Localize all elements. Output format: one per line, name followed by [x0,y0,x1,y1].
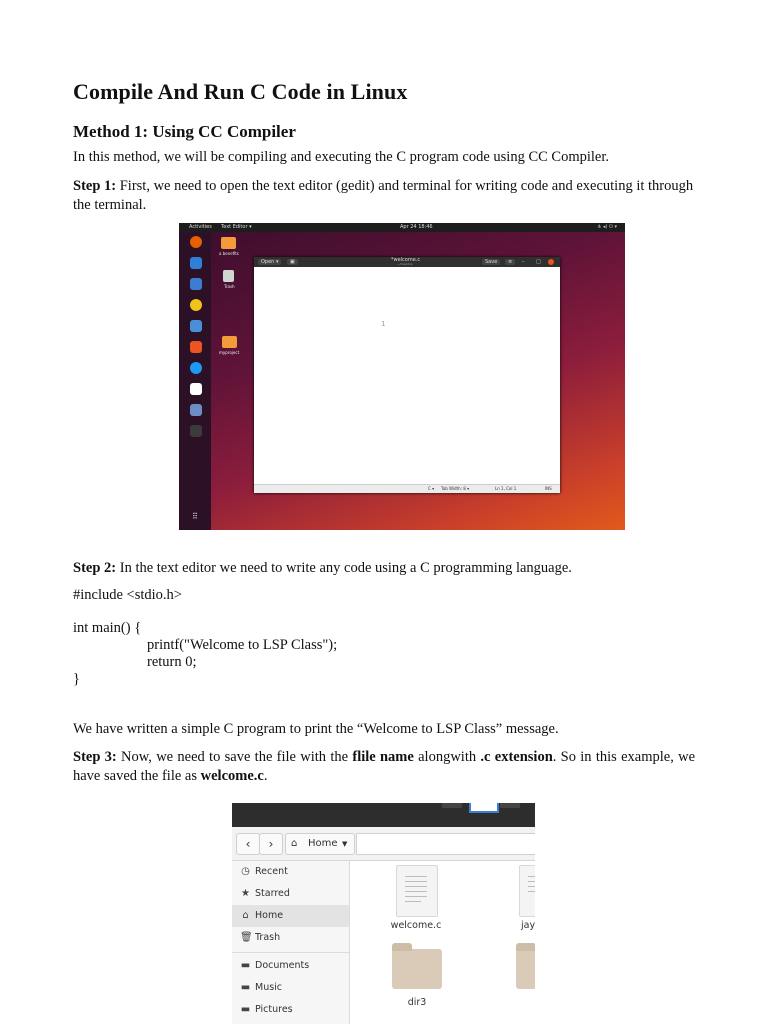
activities-label: Activities [189,224,212,230]
file-name-jay[interactable]: jay [521,920,535,931]
gedit-window [254,257,560,493]
minimize-icon[interactable]: – [522,259,525,265]
sidebar-item-starred[interactable] [232,883,349,905]
sidebar-item-label: Home [255,910,284,921]
tab-width-selector[interactable]: Tab Width: 8 ▾ [441,486,470,491]
sidebar-item-pictures[interactable] [232,999,349,1021]
launcher-dock [179,232,211,530]
sidebar-item-home[interactable] [232,905,349,927]
files-icon [190,278,202,290]
sidebar-item-documents[interactable] [232,955,349,977]
editor-title: *welcome.c [391,257,421,263]
step3-text: alongwith [413,749,481,765]
maximize-icon[interactable]: □ [536,259,541,265]
window-button[interactable] [442,803,462,808]
sidebar-item-label: Documents [255,960,310,971]
method-heading: Method 1: Using CC Compiler [73,122,296,141]
step3-label: Step 3: [73,749,117,765]
file-manager-titlebar [232,803,535,827]
desktop-folder-icon [222,336,237,348]
step1-label: Step 1: [73,178,117,194]
sidebar [232,861,350,1024]
file-name-term: flile name [352,749,414,765]
step1-paragraph [73,177,695,215]
window-button[interactable] [500,803,520,808]
folder-icon: ▬ [240,1004,251,1015]
sidebar-item-music[interactable] [232,977,349,999]
trash-icon: 🗑 [240,932,253,943]
sidebar-item-label: Trash [255,932,281,943]
star-icon: ★ [241,888,250,899]
help-icon [190,362,202,374]
folder-icon[interactable] [392,949,442,989]
code-closing-brace: } [73,671,80,687]
step2-label: Step 2: [73,560,117,576]
gedit-header-bar [254,257,560,267]
step3-text: Now, we need to save the file with the [116,749,353,765]
sidebar-item-recent[interactable] [232,861,349,883]
step3-text: . So in this example, we have saved the file as [73,749,696,784]
c-extension-term: .c extension [480,749,553,765]
sidebar-item-label: Recent [255,866,288,877]
sidebar-item-label: Starred [255,888,290,899]
close-icon[interactable] [548,259,554,265]
apps-grid-icon: ⠿ [192,512,198,521]
page-title: Compile And Run C Code in Linux [73,79,408,104]
home-path-button[interactable] [285,833,355,855]
location-field[interactable] [356,833,535,855]
home-icon: ⌂ [291,838,298,849]
step3-paragraph [73,748,695,786]
folder-icon[interactable] [516,949,535,989]
amazon-icon [190,383,202,395]
app-menu-label: Text Editor ▾ [221,224,252,230]
new-tab-icon[interactable]: ▣ [287,259,298,265]
folder-icon: ▬ [240,960,251,971]
intro-paragraph: In this method, we will be compiling and executing the C program code using CC Compiler. [73,149,610,165]
code-include-line: #include <stdio.h> [73,587,182,603]
open-button[interactable]: Open ▾ [258,259,281,265]
system-tray-icons: ⋔ ◂) ⏻ ▾ [597,224,617,230]
desktop-item-label: myproject [219,350,240,355]
sidebar-item-trash[interactable] [232,927,349,949]
insert-mode[interactable]: INS [545,486,552,491]
clock-icon: ◷ [241,866,250,877]
terminal-icon [190,425,202,437]
text-file-icon[interactable] [396,865,438,917]
software-center-icon [190,341,202,353]
desktop-item-label: a benefits [219,251,239,256]
file-name-welcome[interactable]: welcome.c [390,920,442,931]
folder-name-dir3[interactable]: dir3 [407,997,427,1008]
ubuntu-desktop-screenshot [179,223,625,530]
firefox-icon [190,236,202,248]
code-return-line: return 0; [118,654,197,670]
rhythmbox-icon [190,299,202,311]
desktop-item-label: Trash [224,284,235,289]
chevron-down-icon: ▼ [342,840,348,848]
back-button[interactable]: ‹ [236,833,260,855]
code-printf-line: printf("Welcome to LSP Class"); [118,637,338,653]
step3-text: . [263,768,268,784]
forward-button[interactable]: › [259,833,283,855]
text-file-icon[interactable] [519,865,535,917]
path-bar [232,827,535,861]
path-home-label: Home [308,838,338,849]
clock-label: Apr 24 18:46 [400,224,433,230]
save-button[interactable]: Save [482,259,500,265]
sidebar-divider [232,952,349,953]
ubuntu-top-bar [179,223,625,232]
step1-text: First, we need to open the text editor (gedit) and terminal for writing code and executing it through the terminal. [73,178,694,213]
window-button[interactable] [469,803,499,813]
sidebar-item-label: Music [255,982,283,993]
menu-icon[interactable]: ≡ [505,259,515,265]
folder-icon: ▬ [240,982,251,993]
gedit-status-bar [254,484,560,493]
file-manager-screenshot [232,803,535,1024]
written-program-paragraph: We have written a simple C program to print the “Welcome to LSP Class” message. [73,721,559,737]
welcome-c-term: welcome.c [200,768,264,784]
sidebar-item-label: Pictures [255,1004,293,1015]
editor-subtitle: ~/Desktop [397,262,413,266]
thunderbird-icon [190,257,202,269]
writer-icon [190,320,202,332]
step2-paragraph [73,559,695,578]
code-main-line: int main() { [73,620,142,636]
home-icon: ⌂ [242,910,249,921]
step2-text: In the text editor we need to write any code using a C programming language. [116,560,572,576]
desktop-folder-icon [221,237,236,249]
text-cursor[interactable]: 1 [381,320,386,328]
language-selector[interactable]: C ▾ [428,486,435,491]
trash-icon [223,270,234,282]
cursor-position[interactable]: Ln 1, Col 1 [495,486,517,491]
text-editor-icon [190,404,202,416]
